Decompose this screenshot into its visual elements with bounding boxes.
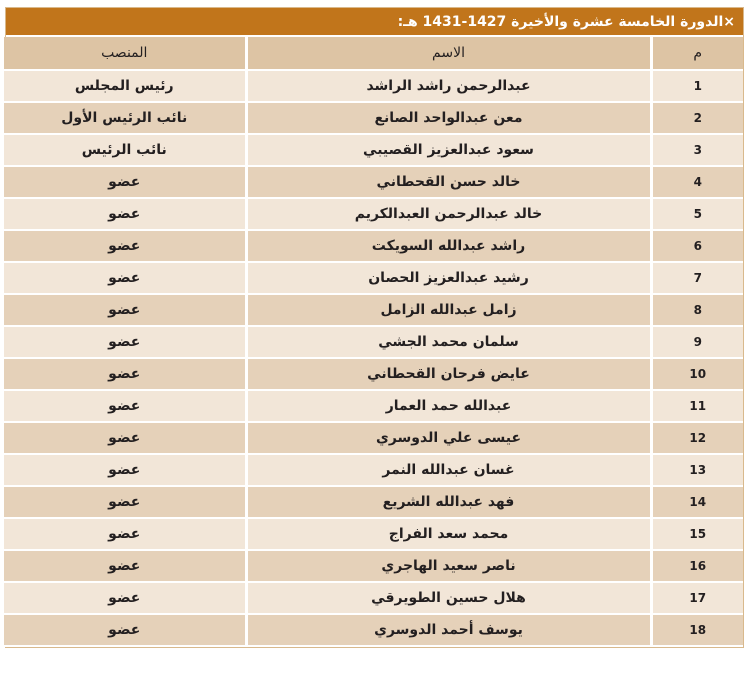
table-row bbox=[4, 230, 743, 262]
row-number: 14 bbox=[651, 486, 743, 518]
row-number: 12 bbox=[651, 422, 743, 454]
row-number: 11 bbox=[651, 390, 743, 422]
table-row bbox=[4, 614, 743, 646]
row-number: 3 bbox=[651, 134, 743, 166]
member-name: ناصر سعيد الهاجري bbox=[246, 550, 651, 582]
table-title: ×الدورة الخامسة عشرة والأخيرة 1427-1431 هـ: bbox=[6, 8, 743, 37]
member-name: سعود عبدالعزيز القصيبي bbox=[246, 134, 651, 166]
row-number: 6 bbox=[651, 230, 743, 262]
table-row bbox=[4, 358, 743, 390]
member-role: عضو bbox=[4, 358, 246, 390]
member-name: عبدالله حمد العمار bbox=[246, 390, 651, 422]
row-number: 16 bbox=[651, 550, 743, 582]
member-role: عضو bbox=[4, 230, 246, 262]
row-number: 17 bbox=[651, 582, 743, 614]
member-role: عضو bbox=[4, 518, 246, 550]
member-role: عضو bbox=[4, 614, 246, 646]
row-number: 7 bbox=[651, 262, 743, 294]
table-row bbox=[4, 326, 743, 358]
member-role: عضو bbox=[4, 198, 246, 230]
member-role: عضو bbox=[4, 582, 246, 614]
member-role: نائب الرئيس الأول bbox=[4, 102, 246, 134]
header-row bbox=[4, 37, 743, 70]
table-row bbox=[4, 550, 743, 582]
table-row bbox=[4, 166, 743, 198]
members-table bbox=[4, 37, 743, 647]
member-role: عضو bbox=[4, 166, 246, 198]
table-row bbox=[4, 102, 743, 134]
member-name: يوسف أحمد الدوسري bbox=[246, 614, 651, 646]
table-row bbox=[4, 262, 743, 294]
member-name: عيسى علي الدوسري bbox=[246, 422, 651, 454]
member-role: عضو bbox=[4, 326, 246, 358]
row-number: 5 bbox=[651, 198, 743, 230]
row-number: 13 bbox=[651, 454, 743, 486]
member-role: عضو bbox=[4, 262, 246, 294]
member-name: راشد عبدالله السويكت bbox=[246, 230, 651, 262]
member-name: فهد عبدالله الشريع bbox=[246, 486, 651, 518]
table-row bbox=[4, 582, 743, 614]
member-name: عبدالرحمن راشد الراشد bbox=[246, 70, 651, 102]
table-row bbox=[4, 134, 743, 166]
member-name: غسان عبدالله النمر bbox=[246, 454, 651, 486]
member-name: محمد سعد الفراج bbox=[246, 518, 651, 550]
row-number: 2 bbox=[651, 102, 743, 134]
table-row bbox=[4, 486, 743, 518]
member-name: هلال حسين الطويرقي bbox=[246, 582, 651, 614]
table-row bbox=[4, 294, 743, 326]
table-row bbox=[4, 422, 743, 454]
member-name: رشيد عبدالعزيز الحصان bbox=[246, 262, 651, 294]
header-role: المنصب bbox=[4, 37, 246, 70]
table-body bbox=[4, 70, 743, 646]
header-name: الاسم bbox=[246, 37, 651, 70]
member-name: زامل عبدالله الزامل bbox=[246, 294, 651, 326]
row-number: 8 bbox=[651, 294, 743, 326]
member-role: عضو bbox=[4, 550, 246, 582]
header-num: م bbox=[651, 37, 743, 70]
member-name: خالد عبدالرحمن العبدالكريم bbox=[246, 198, 651, 230]
row-number: 9 bbox=[651, 326, 743, 358]
table-row bbox=[4, 454, 743, 486]
member-role: رئيس المجلس bbox=[4, 70, 246, 102]
row-number: 15 bbox=[651, 518, 743, 550]
row-number: 10 bbox=[651, 358, 743, 390]
member-name: معن عبدالواحد الصانع bbox=[246, 102, 651, 134]
member-name: سلمان محمد الجشي bbox=[246, 326, 651, 358]
member-name: عايض فرحان القحطاني bbox=[246, 358, 651, 390]
table-row bbox=[4, 70, 743, 102]
member-role: عضو bbox=[4, 390, 246, 422]
member-name: خالد حسن القحطاني bbox=[246, 166, 651, 198]
table-row bbox=[4, 390, 743, 422]
table-row bbox=[4, 518, 743, 550]
member-role: نائب الرئيس bbox=[4, 134, 246, 166]
member-role: عضو bbox=[4, 294, 246, 326]
member-role: عضو bbox=[4, 422, 246, 454]
member-role: عضو bbox=[4, 486, 246, 518]
members-table-container bbox=[5, 7, 744, 648]
row-number: 1 bbox=[651, 70, 743, 102]
member-role: عضو bbox=[4, 454, 246, 486]
row-number: 18 bbox=[651, 614, 743, 646]
table-row bbox=[4, 198, 743, 230]
row-number: 4 bbox=[651, 166, 743, 198]
